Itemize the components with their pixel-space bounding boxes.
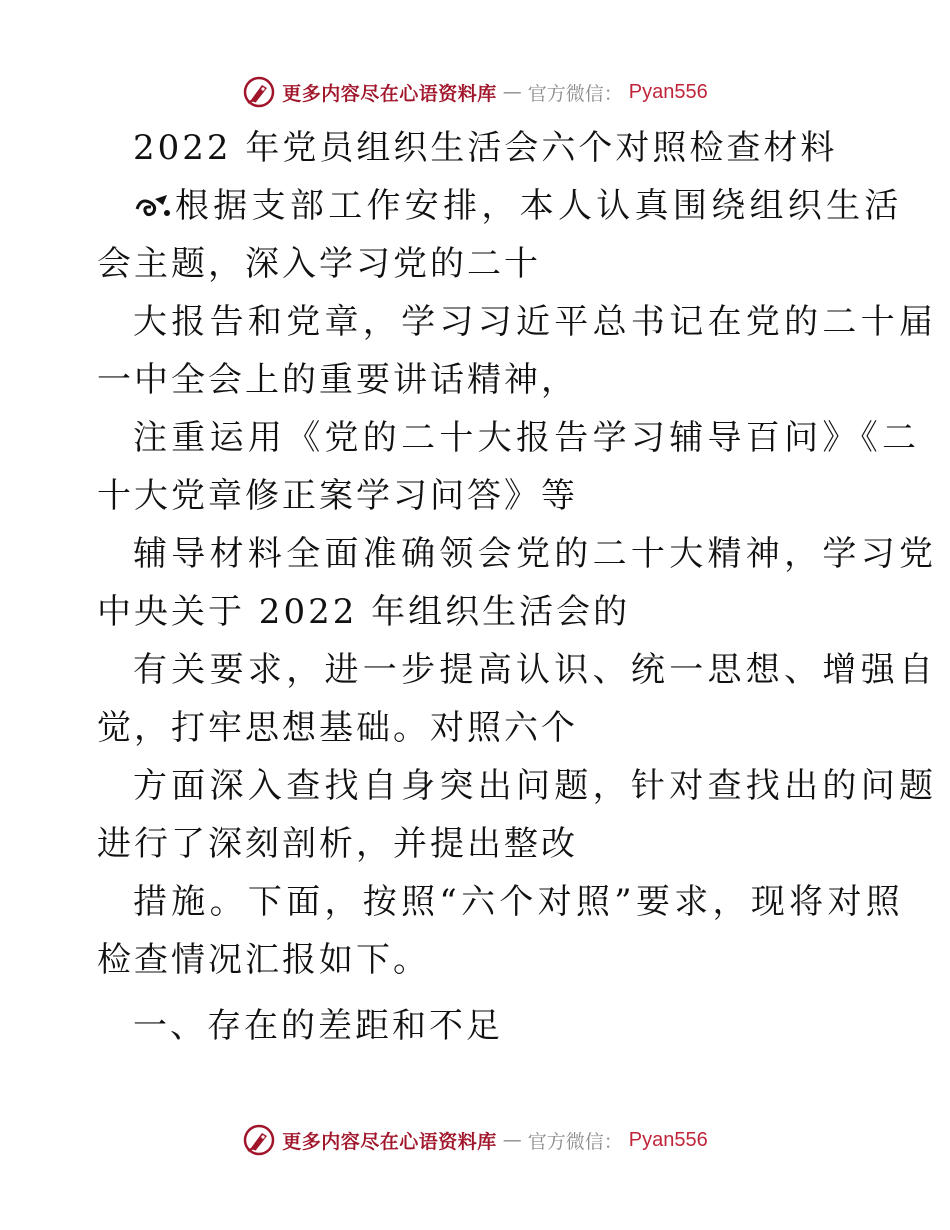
text-line: 进行了深刻剖析，并提出整改	[97, 824, 578, 864]
text-line: 辅导材料全面准确领会党的二十大精神，学习党	[133, 534, 938, 574]
text-line: 有关要求，进一步提高认识、统一思想、增强自	[133, 650, 938, 690]
watermark-wechat-id: Pyan556	[628, 1128, 708, 1151]
watermark-separator: —	[502, 1129, 522, 1151]
watermark-banner-bottom	[0, 1118, 950, 1162]
text-line: 注重运用《党的二十大报告学习辅导百问》《二	[133, 418, 921, 458]
section-heading: 一、存在的差距和不足	[133, 1006, 503, 1046]
text-line: 会主题，深入学习党的二十	[97, 244, 541, 284]
text-line: 一中全会上的重要讲话精神，	[97, 360, 578, 400]
text-line: 十大党章修正案学习问答》等	[97, 476, 578, 516]
text-line: 觉，打牢思想基础。对照六个	[97, 708, 578, 748]
text-line: 方面深入查找自身突出问题，针对查找出的问题	[133, 766, 938, 806]
ornament-icon	[133, 191, 173, 221]
watermark-brand: 更多内容尽在心语资料库	[282, 82, 497, 105]
watermark-banner-top	[0, 70, 950, 114]
text-line-content: 根据支部工作安排，本人认真围绕组织生活	[175, 186, 903, 226]
pen-nib-logo-icon	[242, 1123, 276, 1157]
watermark-wechat-label: 官方微信：	[527, 82, 623, 105]
watermark-wechat-id: Pyan556	[628, 80, 708, 103]
watermark-brand: 更多内容尽在心语资料库	[282, 1130, 497, 1153]
text-line: 措施。下面，按照“六个对照”要求，现将对照	[133, 882, 905, 922]
watermark-separator: —	[502, 81, 522, 103]
text-line: 检查情况汇报如下。	[97, 940, 430, 980]
text-line: 中央关于 2022 年组织生活会的	[97, 592, 631, 632]
text-line	[133, 186, 903, 226]
document-title: 2022 年党员组织生活会六个对照检查材料	[133, 128, 838, 168]
text-line: 大报告和党章，学习习近平总书记在党的二十届	[133, 302, 938, 342]
watermark-wechat-label: 官方微信：	[527, 1130, 623, 1153]
pen-nib-logo-icon	[242, 75, 276, 109]
